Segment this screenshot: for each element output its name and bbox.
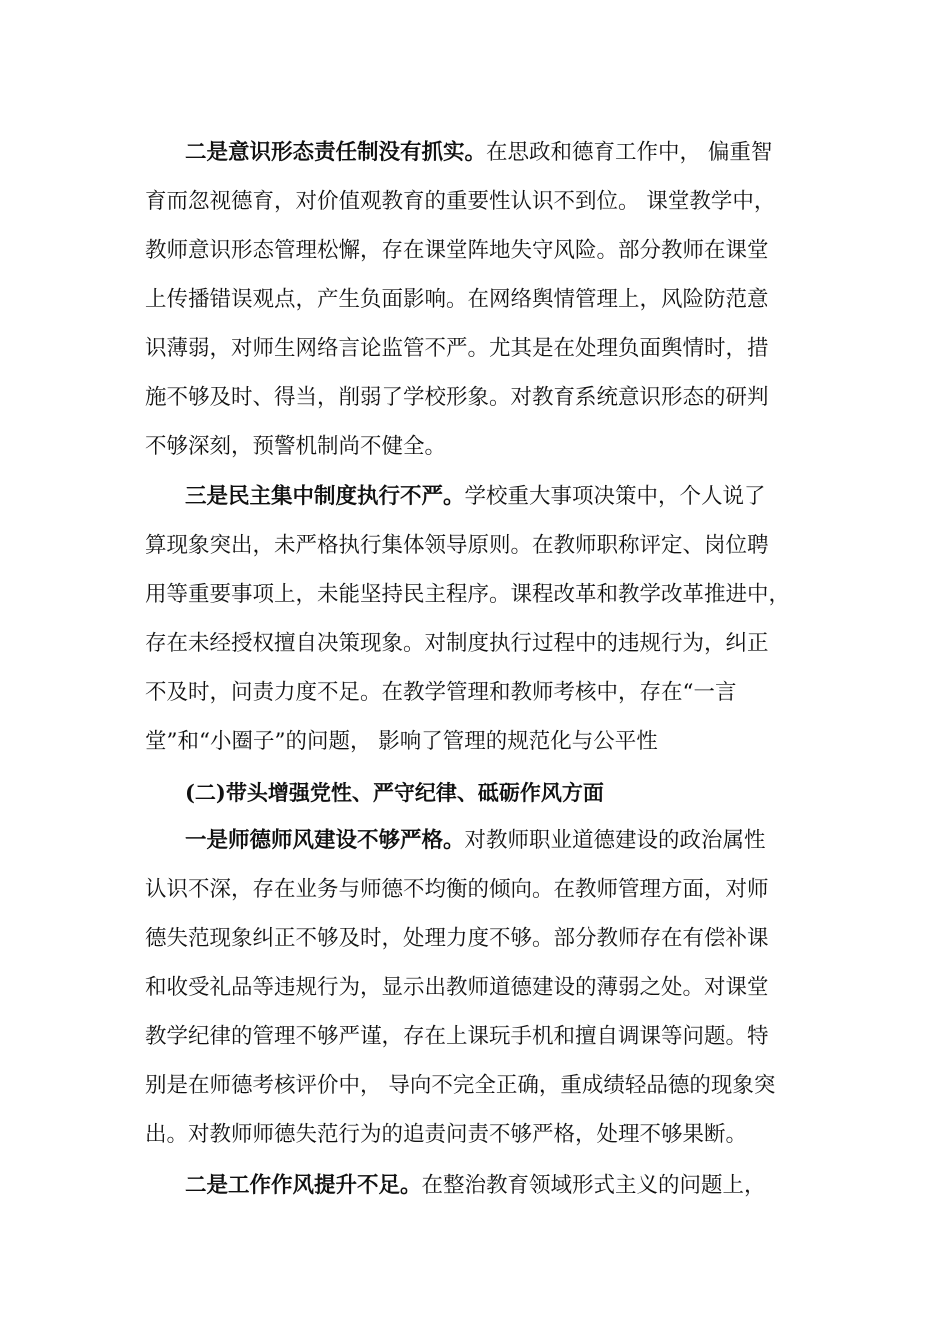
paragraph-line: 算现象突出，未严格执行集体领导原则。在教师职称评定、岗位聘 xyxy=(145,533,769,558)
paragraph-line: 堂”和“小圈子”的问题， 影响了管理的规范化与公平性 xyxy=(145,729,658,754)
paragraph-text: 对教师职业道德建设的政治属性 xyxy=(464,828,766,853)
paragraph-line: 不够深刻，预警机制尚不健全。 xyxy=(145,434,447,459)
paragraph-lead: 二是工作作风提升不足。 xyxy=(185,1173,422,1198)
paragraph-line: 别是在师德考核评价中， 导向不完全正确，重成绩轻品德的现象突 xyxy=(145,1073,776,1098)
paragraph-lead: 二是意识形态责任制没有抓实。 xyxy=(185,140,487,165)
paragraph-line: 施不够及时、得当，削弱了学校形象。对教育系统意识形态的研判 xyxy=(145,385,769,410)
paragraph-text: 在思政和德育工作中， 偏重智 xyxy=(486,140,773,165)
paragraph-lead: 一是师德师风建设不够严格。 xyxy=(185,828,465,853)
paragraph-line: 用等重要事项上，未能坚持民主程序。课程改革和教学改革推进中， xyxy=(145,582,791,607)
paragraph-line: 育而忽视德育，对价值观教育的重要性认识不到位。 课堂教学中， xyxy=(145,189,776,214)
paragraph-text: 在整治教育领域形式主义的问题上， xyxy=(421,1173,766,1198)
paragraph-line: 和收受礼品等违规行为，显示出教师道德建设的薄弱之处。对课堂 xyxy=(145,975,769,1000)
paragraph-line: 不及时，问责力度不足。在教学管理和教师考核中，存在“一言 xyxy=(145,680,737,705)
paragraph-line: 教师意识形态管理松懈，存在课堂阵地失守风险。部分教师在课堂 xyxy=(145,238,769,263)
paragraph-line: 存在未经授权擅自决策现象。对制度执行过程中的违规行为，纠正 xyxy=(145,631,769,656)
paragraph-line: 上传播错误观点，产生负面影响。在网络舆情管理上，风险防范意 xyxy=(145,287,769,312)
paragraph-line: 德失范现象纠正不够及时，处理力度不够。部分教师存在有偿补课 xyxy=(145,926,769,951)
paragraph-line: 教学纪律的管理不够严谨，存在上课玩手机和擅自调课等问题。特 xyxy=(145,1024,769,1049)
section-heading: (二)带头增强党性、严守纪律、砥砺作风方面 xyxy=(185,780,604,805)
paragraph-line: 识薄弱，对师生网络言论监管不严。尤其是在处理负面舆情时，措 xyxy=(145,336,769,361)
paragraph-lead: 三是民主集中制度执行不严。 xyxy=(185,484,465,509)
paragraph-first-line xyxy=(185,1171,766,1201)
paragraph-first-line xyxy=(185,482,766,512)
paragraph-first-line xyxy=(185,826,766,856)
paragraph-first-line xyxy=(185,138,772,168)
paragraph-line: 认识不深，存在业务与师德不均衡的倾向。在教师管理方面，对师 xyxy=(145,877,769,902)
paragraph-text: 学校重大事项决策中，个人说了 xyxy=(464,484,766,509)
paragraph-line: 出。对教师师德失范行为的追责问责不够严格，处理不够果断。 xyxy=(145,1122,748,1147)
